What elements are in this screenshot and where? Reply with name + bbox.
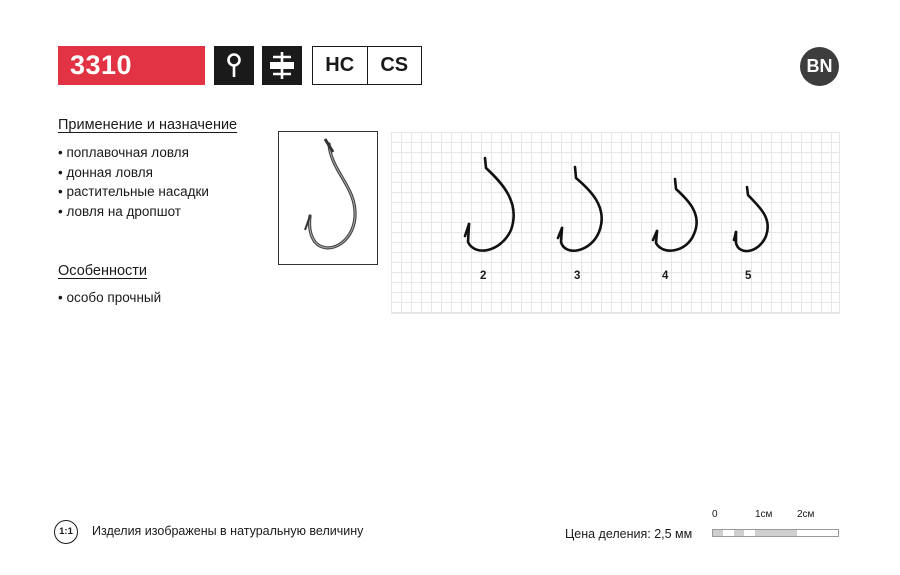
- hook-size-3: [561, 167, 602, 251]
- list-item: • донная ловля: [58, 163, 209, 183]
- size-label-4: 4: [662, 270, 669, 282]
- ring-eye-icon: [214, 46, 254, 85]
- features-title: Особенности: [58, 263, 148, 279]
- hook-size-4: [656, 179, 697, 251]
- flat-forged-icon: [262, 46, 302, 85]
- size-label-2: 2: [480, 270, 487, 282]
- hook-size-2: [468, 158, 514, 251]
- coating-badge: BN: [800, 47, 839, 86]
- list-item: • растительные насадки: [58, 182, 209, 202]
- list-item: • поплавочная ловля: [58, 143, 209, 163]
- size-label-3: 3: [574, 270, 581, 282]
- list-item: • ловля на дропшот: [58, 202, 209, 222]
- application-list: [58, 143, 209, 222]
- code-cs: CS: [367, 47, 422, 84]
- division-value: Цена деления: 2,5 мм: [565, 527, 693, 541]
- code-hc: HC: [325, 54, 355, 76]
- size-label-5: 5: [745, 270, 752, 282]
- ruler-label-0: 0: [712, 509, 718, 520]
- hook-photo: [278, 131, 378, 265]
- scale-ruler: [712, 529, 839, 537]
- ruler-label-1cm: 1см: [755, 509, 773, 520]
- natural-size-note: Изделия изображены в натуральную величину: [92, 524, 364, 538]
- hook-codes: [312, 46, 422, 85]
- ruler-label-2cm: 2см: [797, 509, 815, 520]
- application-title: Применение и назначение: [58, 117, 238, 133]
- scale-badge: 1:1: [54, 520, 78, 544]
- features-list: [58, 288, 161, 308]
- model-number: 3310: [58, 46, 205, 85]
- hook-size-5: [736, 187, 768, 251]
- list-item: • особо прочный: [58, 288, 161, 308]
- size-grid: [391, 132, 840, 314]
